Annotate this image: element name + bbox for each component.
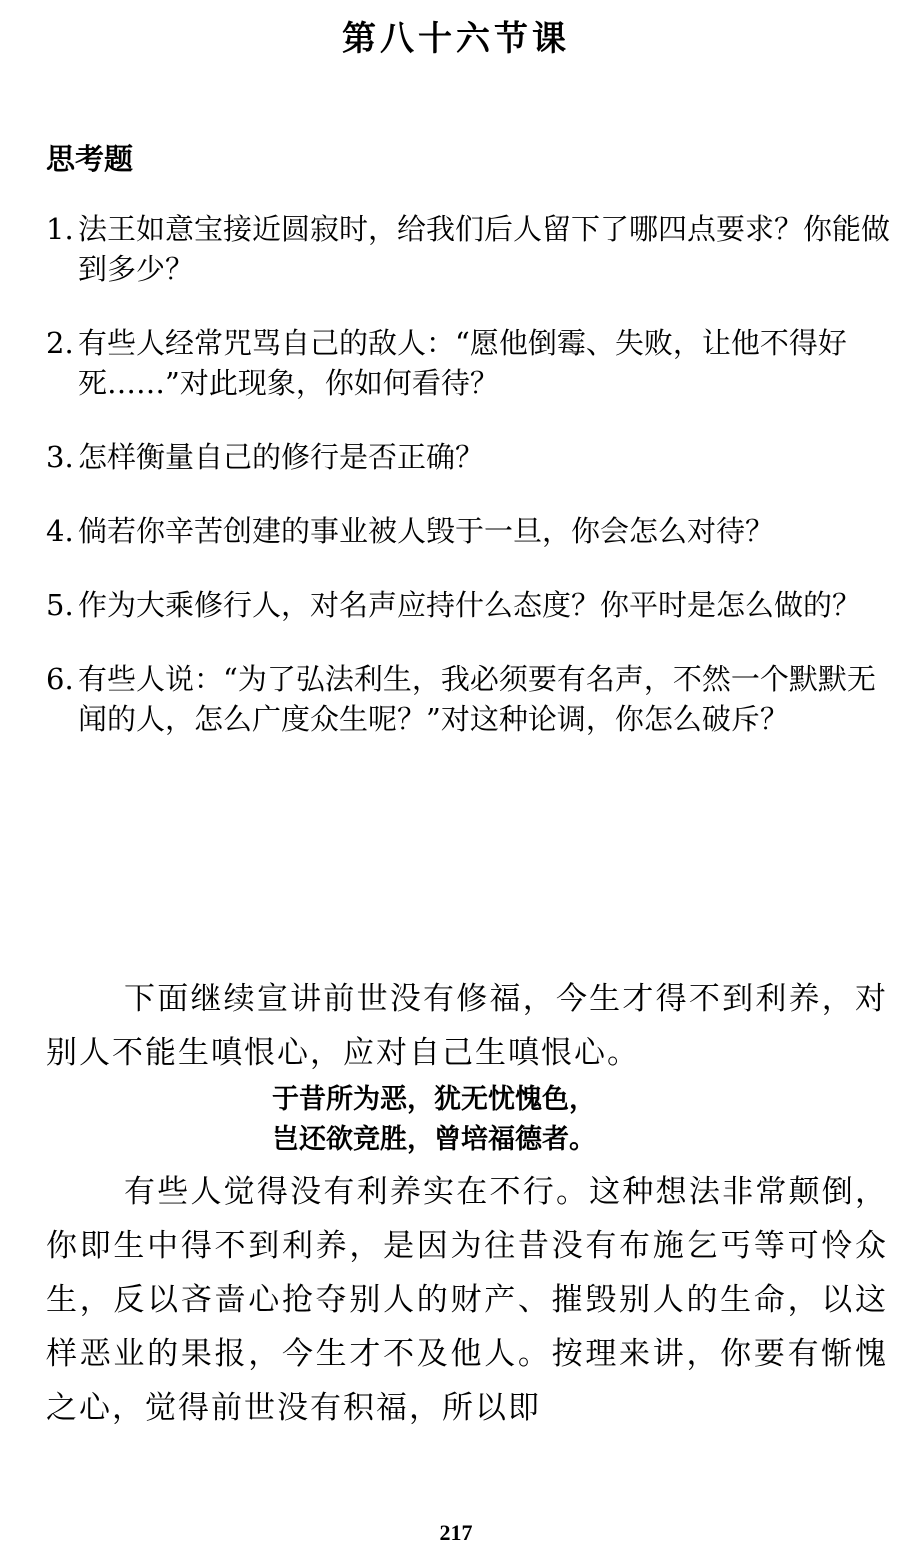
question-number: 3. [46, 440, 74, 474]
question-number: 1. [46, 212, 74, 246]
section-heading: 思考题 [46, 142, 134, 176]
page-number: 217 [439, 1520, 473, 1545]
body-paragraph-commentary: 有些人觉得没有利养实在不行。这种想法非常颠倒，你即生中得不到利养，是因为往昔没有布施乞丐等可怜众生，反以吝啬心抢夺别人的财产、摧毁别人的生命，以这样恶业的果报，今生才不及他人。按理来讲，你要有惭愧之心，觉得前世没有积福，所以即 [46, 1174, 888, 1426]
verse-line-1: 于昔所为恶，犹无忧愧色， [272, 1084, 596, 1115]
question-item [46, 511, 892, 551]
body-paragraph-intro: 下面继续宣讲前世没有修福，今生才得不到利养，对别人不能生嗔恨心，应对自己生嗔恨心。 [46, 981, 888, 1071]
question-text: 有些人经常咒骂自己的敌人：“愿他倒霉、失败，让他不得好死……”对此现象，你如何看待？ [78, 326, 847, 400]
question-text: 倘若你辛苦创建的事业被人毁于一旦，你会怎么对待？ [78, 514, 775, 548]
question-item [46, 659, 892, 739]
question-text: 有些人说：“为了弘法利生，我必须要有名声，不然一个默默无闻的人，怎么广度众生呢？”对这种论调，你怎么破斥？ [78, 662, 876, 736]
question-item [46, 209, 892, 289]
question-item [46, 323, 892, 403]
question-item [46, 437, 892, 477]
question-number: 5. [46, 588, 74, 622]
question-number: 6. [46, 662, 74, 696]
question-number: 2. [46, 326, 74, 360]
question-text: 法王如意宝接近圆寂时，给我们后人留下了哪四点要求？你能做到多少？ [78, 212, 891, 286]
page-title: 第八十六节课 [342, 19, 570, 59]
question-text: 作为大乘修行人，对名声应持什么态度？你平时是怎么做的？ [78, 588, 862, 622]
question-item [46, 585, 892, 625]
question-text: 怎样衡量自己的修行是否正确？ [78, 440, 485, 474]
verse-line-2: 岂还欲竞胜，曾培福德者。 [272, 1124, 596, 1155]
question-number: 4. [46, 514, 74, 548]
question-list [46, 209, 892, 773]
